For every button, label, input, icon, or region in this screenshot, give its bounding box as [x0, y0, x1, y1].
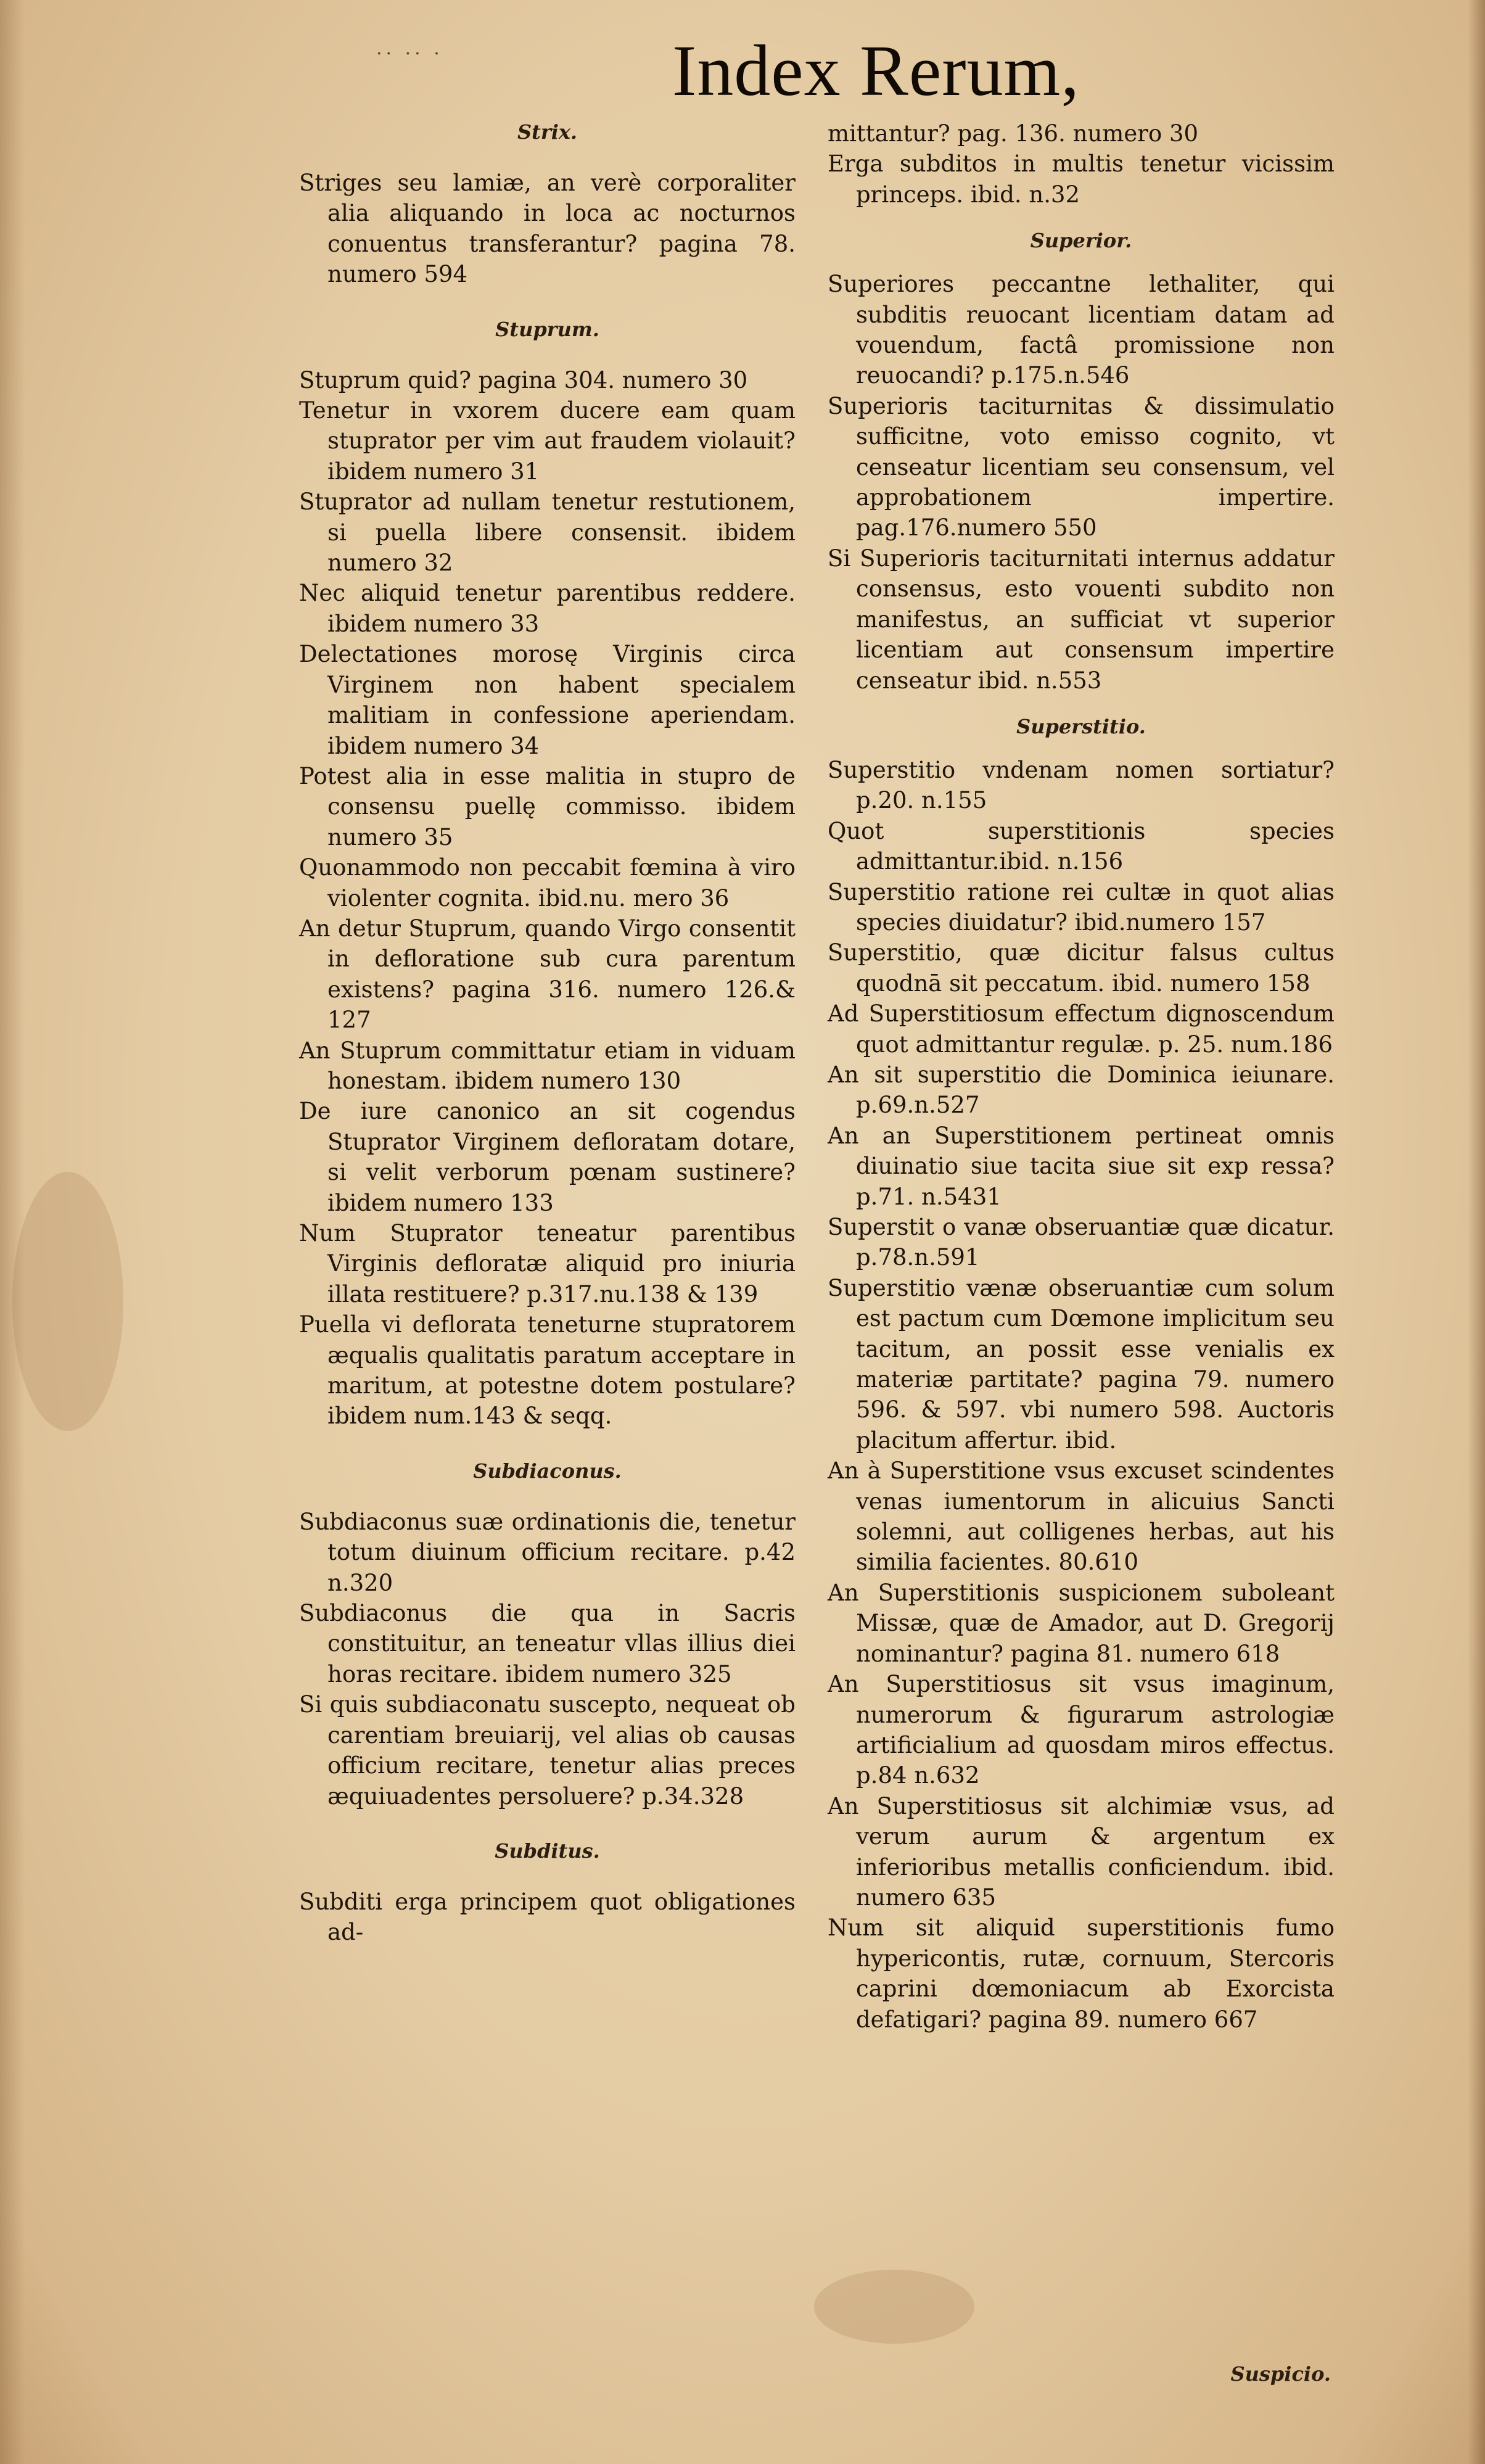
index-entry: Si Superioris taciturnitati internus addatur consensus, esto vouenti subdito non manifestus, an sufficiat vt superior licentiam aut consensum impertire censeatur ibid. n.553 [828, 545, 1335, 694]
index-entry: Erga subditos in multis tenetur vicissim princeps. ibid. n.32 [828, 150, 1335, 208]
index-entry: Nec aliquid tenetur parentibus reddere. ibidem numero 33 [299, 580, 796, 637]
section-heading: Superstitio. [1016, 714, 1146, 738]
left-column [299, 117, 796, 1948]
index-entry: Superstit o vanæ obseruantiæ quæ dicatur. p.78.n.591 [828, 1214, 1335, 1271]
index-entry: An Superstitionis suspicionem suboleant Missæ, quæ de Amador, aut D. Gregorij nominantur? pagina 81. numero 618 [828, 1579, 1335, 1667]
index-section [299, 117, 796, 290]
catchword: Suspicio. [1230, 2362, 1331, 2386]
index-entry: Superiores peccantne lethaliter, qui subditis reuocant licentiam datam ad vouendum, factâ promissione non reuocandi? p.175.n.546 [828, 271, 1335, 389]
index-entry: An sit superstitio die Dominica ieiunare. p.69.n.527 [828, 1061, 1335, 1119]
index-entry: Subdiaconus die qua in Sacris constituitur, an teneatur vllas illius diei horas recitare. ibidem numero 325 [299, 1600, 796, 1687]
index-section [299, 315, 796, 1432]
index-entry: Potest alia in esse malitia in stupro de consensu puellę commisso. ibidem numero 35 [299, 762, 796, 851]
paper-stain [814, 2270, 974, 2344]
index-entry: Ad Superstitiosum effectum dignoscendum quot admittantur regulæ. p. 25. num.186 [828, 1000, 1335, 1058]
index-entry: Subditi erga principem quot obligationes ad- [299, 1888, 796, 1946]
index-entry: Superioris taciturnitas & dissimulatio sufficitne, voto emisso cognito, vt censeatur licentiam seu consensum, vel approbationem impertire. pag.176.numero 550 [828, 392, 1335, 542]
right-column [828, 118, 1335, 2035]
index-entry: Superstitio vndenam nomen sortiatur? p.20. n.155 [828, 756, 1335, 814]
index-section [299, 1456, 796, 1811]
index-entry: Striges seu lamiæ, an verè corporaliter alia aliquando in loca ac nocturnos conuentus transferantur? pagina 78. numero 594 [299, 170, 796, 288]
index-entry: De iure canonico an sit cogendus Stuprator Virginem defloratam dotare, si velit verborum pœnam sustinere? ibidem numero 133 [299, 1098, 796, 1216]
section-heading: Stuprum. [495, 317, 599, 341]
index-entry: Puella vi deflorata teneturne stupratorem æqualis qualitatis paratum acceptare in maritum, at potestne dotem postulare? ibidem num.143 & seqq. [299, 1311, 796, 1430]
page-edge-shadow-right [1468, 0, 1485, 2464]
index-entry: Superstitio vænæ obseruantiæ cum solum est pactum cum Dœmone implicitum seu tacitum, an possit esse venialis ex materiæ partitate? pagina 79. numero 596. & 597. vbi numero 598. Auctoris placitum affertur. ibid. [828, 1274, 1335, 1454]
index-section [299, 1836, 796, 1948]
index-section [828, 712, 1335, 2035]
index-entry: Num Stuprator teneatur parentibus Virginis defloratæ aliquid pro iniuria illata restituere? p.317.nu.138 & 139 [299, 1220, 796, 1308]
index-entry: Stuprum quid? pagina 304. numero 30 [299, 366, 748, 393]
index-entry: An Stuprum committatur etiam in viduam honestam. ibidem numero 130 [299, 1037, 796, 1094]
index-entry: Tenetur in vxorem ducere eam quam stuprator per vim aut fraudem violauit? ibidem numero 31 [299, 397, 796, 485]
index-entry: Superstitio ratione rei cultæ in quot alias species diuidatur? ibid.numero 157 [828, 878, 1335, 936]
section-heading: Subditus. [495, 1839, 600, 1863]
index-entry: Superstitio, quæ dicitur falsus cultus quodnā sit peccatum. ibid. numero 158 [828, 939, 1335, 997]
section-heading: Strix. [517, 120, 578, 144]
section-heading: Superior. [1030, 229, 1132, 253]
section-heading: Subdiaconus. [473, 1459, 622, 1483]
index-entry: Delectationes morosę Virginis circa Virginem non habent specialem malitiam in confessione aperiendam. ibidem numero 34 [299, 641, 796, 759]
index-entry: An Superstitiosus sit alchimiæ vsus, ad verum aurum & argentum ex inferioribus metallis conficiendum. ibid. numero 635 [828, 1792, 1335, 1911]
index-entry: An an Superstitionem pertineat omnis diuinatio siue tacita siue sit exp ressa? p.71. n.5431 [828, 1122, 1335, 1210]
index-entry: Num sit aliquid superstitionis fumo hypericontis, rutæ, cornuum, Stercoris caprini dœmoniacum ab Exorcista defatigari? pagina 89. numero 667 [828, 1914, 1335, 2033]
index-entry: An à Superstitione vsus excuset scindentes venas iumentorum in alicuius Sancti solemni, aut colligenes herbas, aut his similia facientes. 80.610 [828, 1457, 1335, 1576]
index-entry: Quonammodo non peccabit fœmina à viro violenter cognita. ibid.nu. mero 36 [299, 854, 796, 912]
index-entry: Quot superstitionis species admittantur.ibid. n.156 [828, 817, 1335, 875]
index-section [828, 226, 1335, 696]
index-entry: mittantur? pag. 136. numero 30 [828, 120, 1199, 147]
index-entry: An Superstitiosus sit vsus imaginum, numerorum & figurarum astrologiæ artificialium ad quosdam miros effectus. p.84 n.632 [828, 1671, 1335, 1789]
index-entry: Si quis subdiaconatu suscepto, nequeat ob carentiam breuiarij, vel alias ob causas officium recitare, tenetur alias preces æquiuadentes persoluere? p.34.328 [299, 1691, 796, 1810]
top-handwritten-mark: ·· ·· · [376, 43, 443, 65]
page-title: Index Rerum, [672, 30, 1080, 111]
paper-stain [12, 1172, 123, 1431]
index-entry: Subdiaconus suæ ordinationis die, tenetur totum diuinum officium recitare. p.42 n.320 [299, 1508, 796, 1596]
index-entry: An detur Stuprum, quando Virgo consentit in defloratione sub cura parentum existens? pagina 316. numero 126.& 127 [299, 915, 796, 1034]
index-entry: Stuprator ad nullam tenetur restutionem, si puella libere consensit. ibidem numero 32 [299, 488, 796, 577]
index-section [828, 118, 1335, 210]
